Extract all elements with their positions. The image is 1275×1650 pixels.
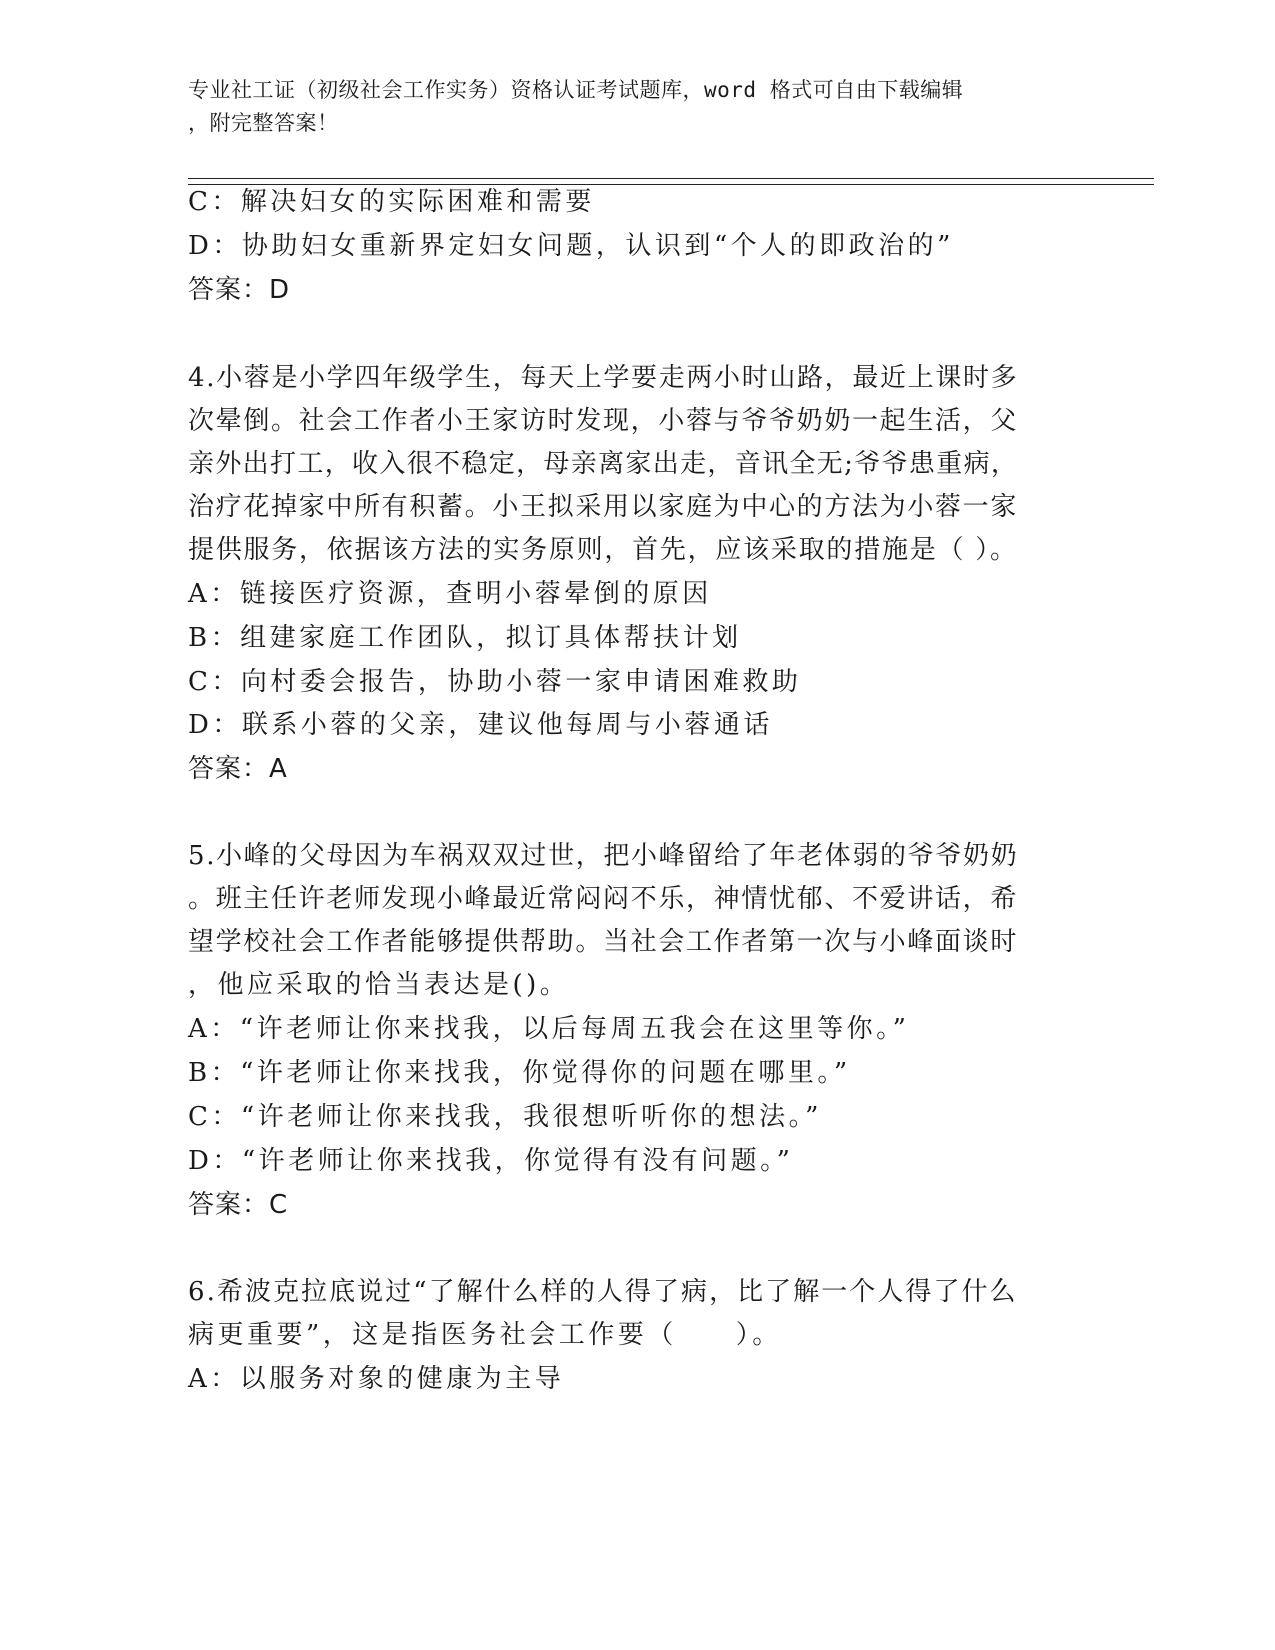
q4-stem-line-2: 次晕倒。社会工作者小王家访时发现，小蓉与爷爷奶奶一起生活，父 bbox=[188, 406, 1019, 436]
q5-option-c: C：“许老师让你来找我，我很想听听你的想法。” bbox=[188, 1102, 822, 1132]
q5-option-a: A：“许老师让你来找我，以后每周五我会在这里等你。” bbox=[188, 1014, 910, 1044]
q6-stem-line-1: 6.希波克拉底说过“了解什么样的人得了病，比了解一个人得了什么 bbox=[188, 1277, 1018, 1307]
q5-option-b: B：“许老师让你来找我，你觉得你的问题在哪里。” bbox=[188, 1058, 851, 1088]
header-title-line-2: ，附完整答案！ bbox=[188, 111, 339, 135]
q5-answer: 答案：C bbox=[188, 1190, 289, 1220]
q4-answer: 答案：A bbox=[188, 754, 288, 784]
q5-stem-line-1: 5.小峰的父母因为车祸双双过世，把小峰留给了年老体弱的爷爷奶奶 bbox=[188, 841, 1019, 871]
q4-stem-line-3: 亲外出打工，收入很不稳定，母亲离家出走，音讯全无;爷爷患重病， bbox=[188, 449, 1019, 479]
q3-answer: 答案：D bbox=[188, 275, 291, 305]
q5-option-d: D：“许老师让你来找我，你觉得有没有问题。” bbox=[188, 1146, 794, 1176]
q3-option-c: C：解决妇女的实际困难和需要 bbox=[188, 187, 595, 217]
q6-stem-line-2: 病更重要”，这是指医务社会工作要（ ）。 bbox=[188, 1320, 782, 1350]
header-title-line-1: 专业社工证（初级社会工作实务）资格认证考试题库，word 格式可自由下载编辑 bbox=[188, 78, 964, 102]
q4-stem-line-5: 提供服务，依据该方法的实务原则，首先，应该采取的措施是（ ）。 bbox=[188, 535, 1018, 565]
q4-stem-line-1: 4.小蓉是小学四年级学生，每天上学要走两小时山路，最近上课时多 bbox=[188, 363, 1019, 393]
q4-option-a: A：链接医疗资源，查明小蓉晕倒的原因 bbox=[188, 579, 712, 609]
page-header bbox=[188, 74, 1068, 140]
q4-option-d: D：联系小蓉的父亲，建议他每周与小蓉通话 bbox=[188, 710, 773, 740]
q5-stem-line-4: ，他应采取的恰当表达是()。 bbox=[188, 970, 570, 1000]
q5-stem-line-3: 望学校社会工作者能够提供帮助。当社会工作者第一次与小峰面谈时 bbox=[188, 927, 1019, 957]
q4-option-c: C：向村委会报告，协助小蓉一家申请困难救助 bbox=[188, 667, 802, 697]
q5-stem-line-2: 。班主任许老师发现小峰最近常闷闷不乐，神情忧郁、不爱讲话，希 bbox=[188, 884, 1019, 914]
q3-option-d: D：协助妇女重新界定妇女问题，认识到“个人的即政治的” bbox=[188, 231, 954, 261]
q4-stem-line-4: 治疗花掉家中所有积蓄。小王拟采用以家庭为中心的方法为小蓉一家 bbox=[188, 492, 1019, 522]
q6-option-a: A：以服务对象的健康为主导 bbox=[188, 1364, 565, 1394]
q4-option-b: B：组建家庭工作团队，拟订具体帮扶计划 bbox=[188, 623, 742, 653]
header-divider-top bbox=[188, 178, 1154, 179]
